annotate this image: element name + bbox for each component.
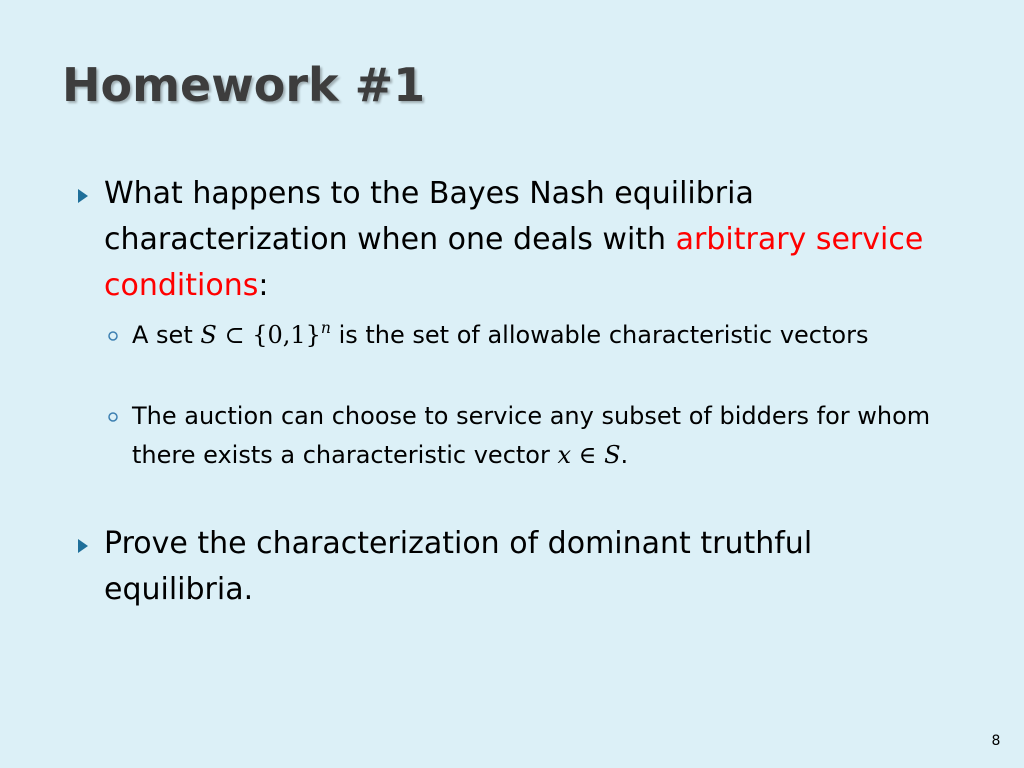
- subbullet-text-suffix: .: [620, 441, 629, 469]
- subbullet-text: The auction can choose to service any subset of bidders for whom there exists a characteristic vector: [132, 402, 931, 469]
- subbullet-text: A set: [132, 321, 201, 349]
- slide-title: Homework #1: [62, 58, 426, 112]
- math-variable-s: S: [604, 441, 621, 469]
- triangle-right-icon: [76, 538, 90, 554]
- highlight-text: arbitrary service conditions: [104, 222, 924, 303]
- math-element-symbol: ∈: [571, 441, 605, 469]
- triangle-right-icon: [76, 188, 90, 204]
- subbullet-service-subset: [132, 397, 962, 475]
- bullet-text: What happens to the Bayes Nash equilibria characterization when one deals with: [104, 176, 754, 257]
- circle-icon: [107, 411, 119, 423]
- math-exponent-n: n: [320, 318, 331, 337]
- subbullet-allowable-set: [132, 316, 962, 355]
- math-variable-x: x: [557, 441, 572, 469]
- page-number: 8: [991, 733, 1001, 749]
- bullet-text-suffix: :: [258, 268, 269, 303]
- bullet-dominant-truthful: [104, 521, 964, 613]
- circle-icon: [107, 330, 119, 342]
- math-subset-symbol: ⊂: [216, 321, 253, 349]
- subbullet-text-suffix: is the set of allowable characteristic vectors: [330, 321, 869, 349]
- bullet-bayes-nash: [104, 171, 964, 309]
- bullet-text: Prove the characterization of dominant truthful equilibria.: [104, 526, 813, 607]
- math-binary-set: {0,1}: [252, 321, 321, 349]
- math-variable-s: S: [200, 321, 217, 349]
